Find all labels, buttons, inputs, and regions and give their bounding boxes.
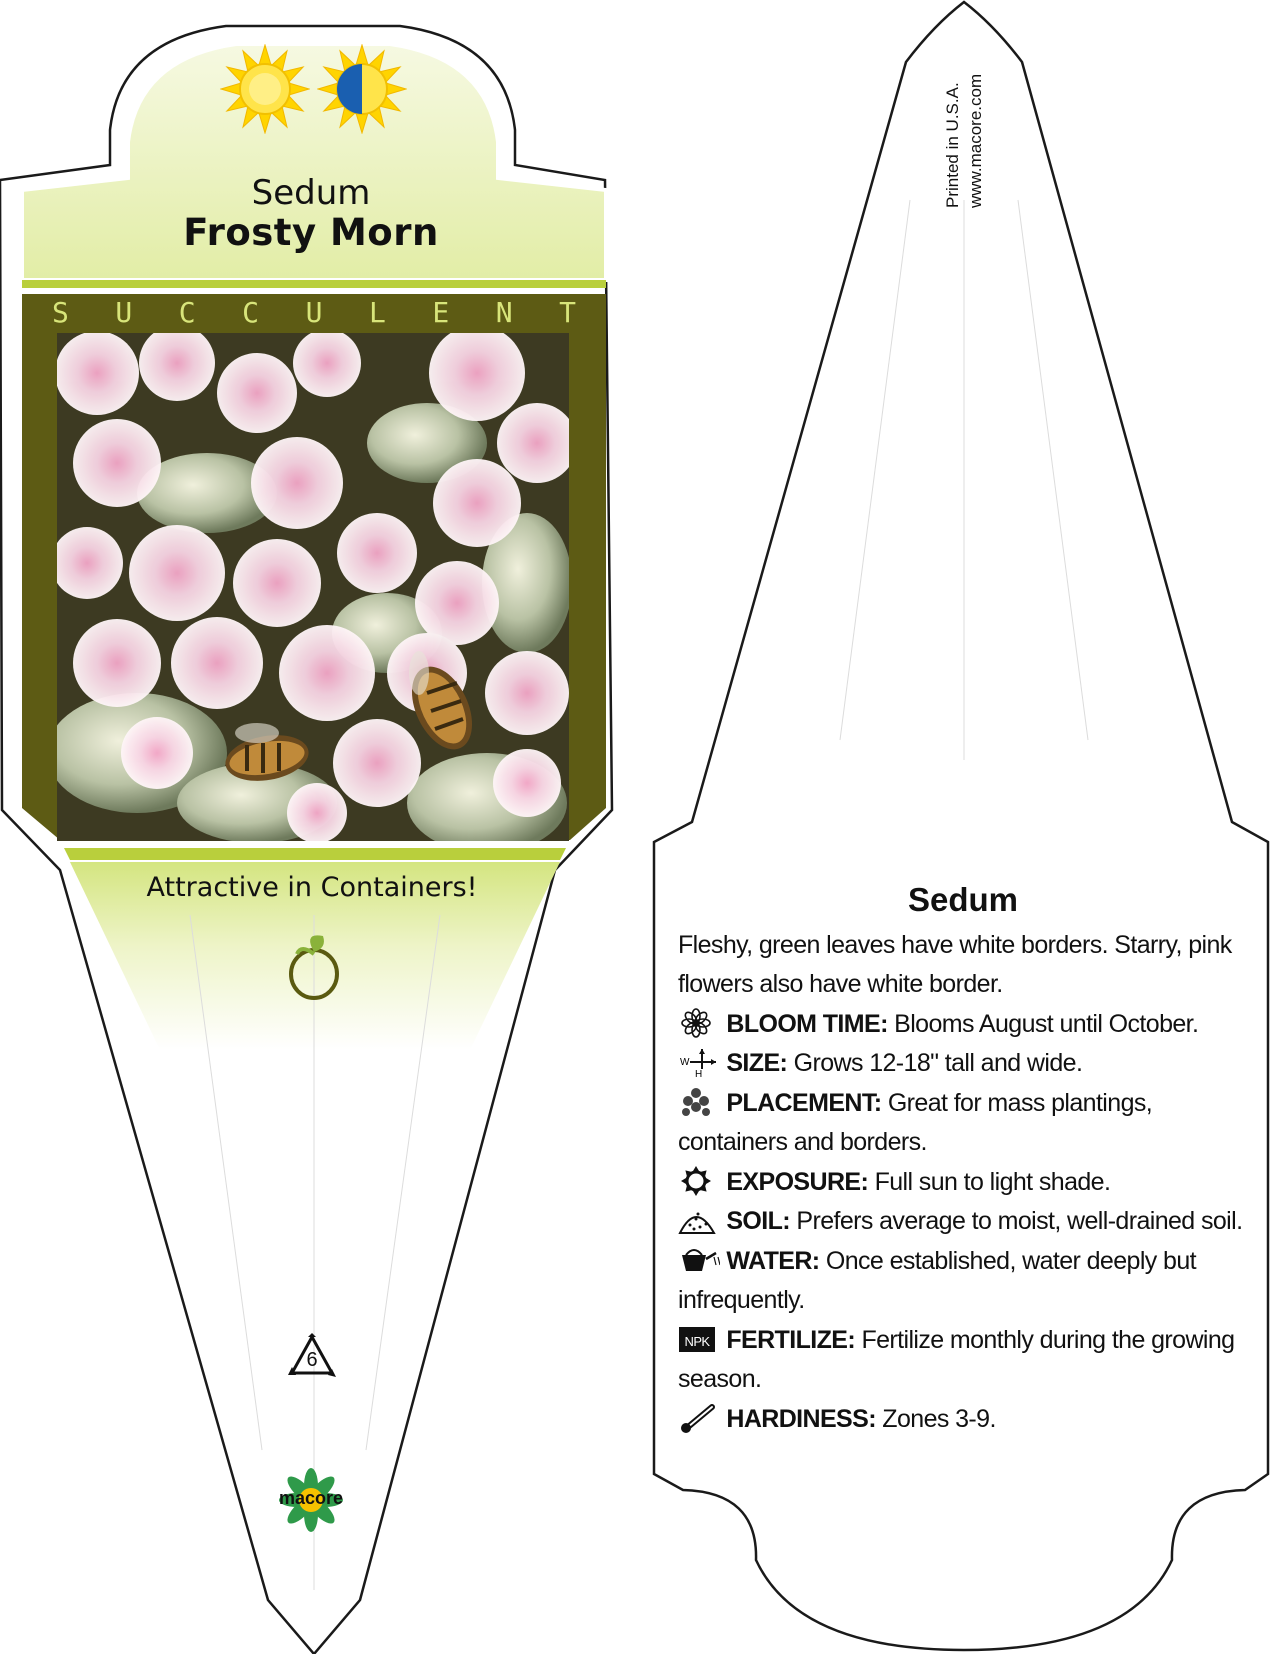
care-hardiness [678, 1400, 1248, 1440]
full-sun-icon [220, 44, 310, 134]
category-letter: L [368, 296, 386, 329]
website: www.macore.com [966, 73, 985, 208]
care-bloom-time [678, 1005, 1248, 1045]
placement-plants-icon [678, 1087, 720, 1117]
care-label: SOIL: [726, 1207, 791, 1235]
care-label: FERTILIZE: [726, 1325, 856, 1354]
care-text: Prefers average to moist, well-drained soil. [796, 1207, 1243, 1235]
thermometer-icon [678, 1403, 720, 1433]
care-label: EXPOSURE: [726, 1167, 869, 1196]
category-letter: T [559, 296, 576, 329]
care-info [678, 880, 1248, 1439]
plant-photo [57, 333, 569, 841]
tagline: Attractive in Containers! [146, 872, 478, 903]
care-label: BLOOM TIME: [726, 1009, 888, 1038]
printer-info [936, 50, 996, 210]
care-exposure [678, 1163, 1248, 1203]
watering-can-icon [678, 1245, 720, 1275]
care-water [678, 1242, 1248, 1321]
care-text: Full sun to light shade. [874, 1167, 1111, 1196]
category-letter: U [115, 296, 133, 329]
npk-label: NPK [684, 1333, 710, 1349]
soil-pile-icon [678, 1205, 720, 1235]
printed-in-usa: Printed in U.S.A. [943, 82, 962, 208]
size-w-letter: W [680, 1057, 689, 1068]
care-text: Zones 3-9. [882, 1404, 996, 1433]
care-text: Great for mass plantings, containers and borders. [678, 1088, 1153, 1156]
sun-outline-icon [678, 1166, 720, 1196]
size-arrows-icon [678, 1047, 720, 1077]
care-soil [678, 1202, 1248, 1242]
care-label: SIZE: [726, 1049, 788, 1077]
care-size [678, 1044, 1248, 1084]
category-letter: S [52, 296, 69, 329]
category-letter: C [178, 296, 196, 329]
recycle-code: 6 [306, 1349, 318, 1371]
care-label: WATER: [726, 1246, 820, 1275]
care-text: Blooms August until October. [894, 1009, 1199, 1038]
care-text: Fertilize monthly during the growing season. [678, 1325, 1235, 1393]
care-placement [678, 1084, 1248, 1163]
category-letter: U [305, 296, 323, 329]
category-letter: C [242, 296, 260, 329]
plant-common-name: Sedum [251, 173, 371, 213]
npk-icon [678, 1324, 720, 1354]
description: Fleshy, green leaves have white borders. Starry, pink flowers also have white border. [678, 930, 1232, 998]
care-label: HARDINESS: [726, 1404, 876, 1433]
care-fertilize [678, 1321, 1248, 1400]
category-letter: E [432, 296, 450, 329]
sprout-icon [283, 930, 345, 1002]
back-title: Sedum [907, 881, 1019, 918]
brand-name: macore [278, 1488, 344, 1508]
flower-icon [678, 1008, 720, 1038]
part-sun-icon [317, 44, 407, 134]
category-label [22, 296, 606, 330]
plant-variety-name: Frosty Morn [183, 211, 439, 254]
category-letter: N [495, 296, 513, 329]
size-h-letter: H [695, 1069, 702, 1077]
care-text: Once established, water deeply but infrequently. [678, 1246, 1196, 1314]
care-text: Grows 12-18" tall and wide. [793, 1049, 1083, 1077]
care-label: PLACEMENT: [726, 1088, 882, 1117]
